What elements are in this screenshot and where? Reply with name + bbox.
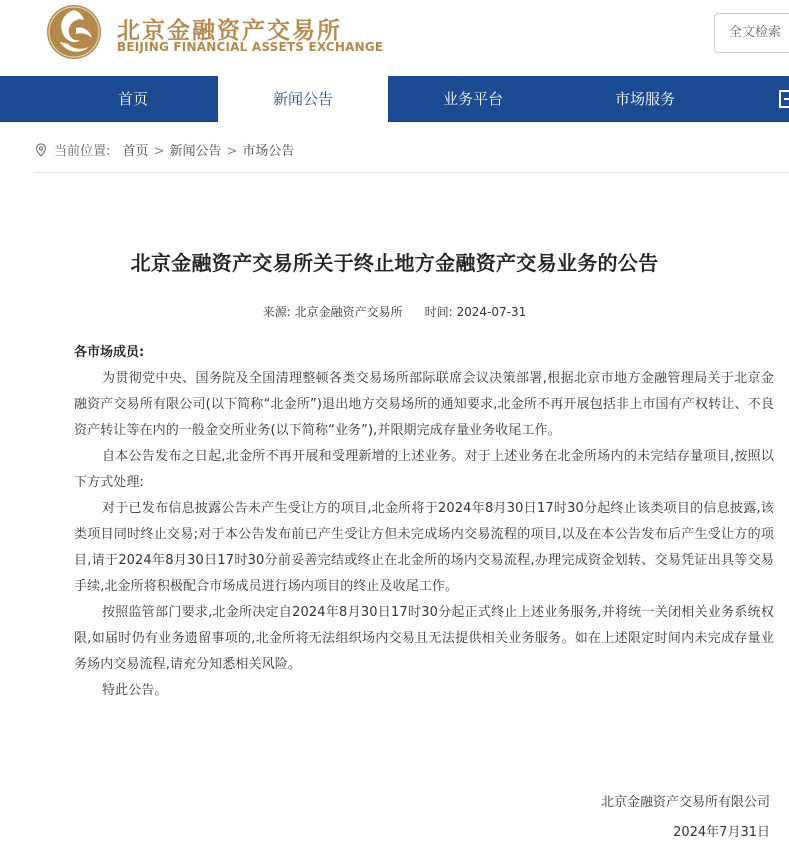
breadcrumb — [34, 140, 294, 164]
breadcrumb-divider — [34, 172, 789, 173]
logo-english-name[interactable]: BEIJING FINANCIAL ASSETS EXCHANGE — [117, 40, 384, 54]
paragraph: 为贯彻党中央、国务院及全国清理整顿各类交易场所部际联席会议决策部署,根据北京市地方金融管理局关于北京金融资产交易所有限公司(以下简称“北金所”)退出地方交易场所的通知要求,北金所不再开展包括非上市国有产权转让、不良资产转让等在内的一般金交所业务(以下简称“业务”),并限期完成存量业务收尾工作。 — [74, 371, 774, 438]
breadcrumb-separator: > — [226, 144, 238, 159]
location-pin-icon — [34, 143, 48, 157]
time-value: 2024-07-31 — [456, 305, 527, 319]
time-label: 时间: — [424, 305, 453, 319]
breadcrumb-separator: > — [153, 144, 165, 159]
paragraph: 特此公告。 — [102, 683, 168, 698]
site-header — [0, 0, 789, 76]
breadcrumb-prefix: 当前位置: — [54, 144, 111, 159]
article-meta — [0, 303, 789, 320]
paragraph: 自本公告发布之日起,北金所不再开展和受理新增的上述业务。对于上述业务在北金所场内的未完结存量项目,按照以下方式处理: — [74, 449, 774, 490]
greeting: 各市场成员: — [74, 345, 145, 360]
article-title: 北京金融资产交易所关于终止地方金融资产交易业务的公告 — [130, 251, 659, 275]
paragraph: 对于已发布信息披露公告未产生受让方的项目,北金所将于2024年8月30日17时30分起终止该类项目的信息披露,该类项目同时终止交易;对于本公告发布前已产生受让方但未完成场内交易流程的项目,以及在本公告发布后产生受让方的项目,请于2024年8月30日17时30分前妥善完结或终止在北金所的场内交易流程,办理完成资金划转、交易凭证出具等交易手续,北金所将积极配合市场成员进行场内项目的终止及收尾工作。 — [74, 501, 774, 594]
nav-item-business-platform[interactable]: 业务平台 — [442, 90, 503, 108]
breadcrumb-market-notice[interactable]: 市场公告 — [242, 144, 295, 159]
nav-item-home[interactable]: 首页 — [117, 90, 148, 108]
bfae-emblem-icon[interactable] — [46, 4, 102, 60]
logo-chinese-name[interactable]: 北京金融资产交易所 — [117, 18, 342, 44]
nav-overflow-glyph — [778, 88, 789, 110]
breadcrumb-news[interactable]: 新闻公告 — [169, 144, 222, 159]
article-body — [74, 340, 774, 704]
signature-date: 2024年7月31日 — [673, 825, 770, 840]
paragraph: 按照监管部门要求,北金所决定自2024年8月30日17时30分起正式终止上述业务服务,并将统一关闭相关业务系统权限,如届时仍有业务遗留事项的,北金所将无法组织场内交易且无法提供相关业务服务。如在上述限定时间内未完成存量业务场内交易流程,请充分知悉相关风险。 — [74, 605, 774, 672]
source-value: 北京金融资产交易所 — [294, 305, 403, 319]
signature-organization: 北京金融资产交易所有限公司 — [600, 795, 770, 810]
source-label: 来源: — [262, 305, 291, 319]
main-nav — [0, 76, 789, 122]
fulltext-search-button[interactable]: 全文检索 — [714, 13, 789, 53]
breadcrumb-home[interactable]: 首页 — [122, 144, 149, 159]
nav-item-news[interactable]: 新闻公告 — [218, 76, 388, 122]
nav-item-market-services[interactable]: 市场服务 — [614, 90, 675, 108]
